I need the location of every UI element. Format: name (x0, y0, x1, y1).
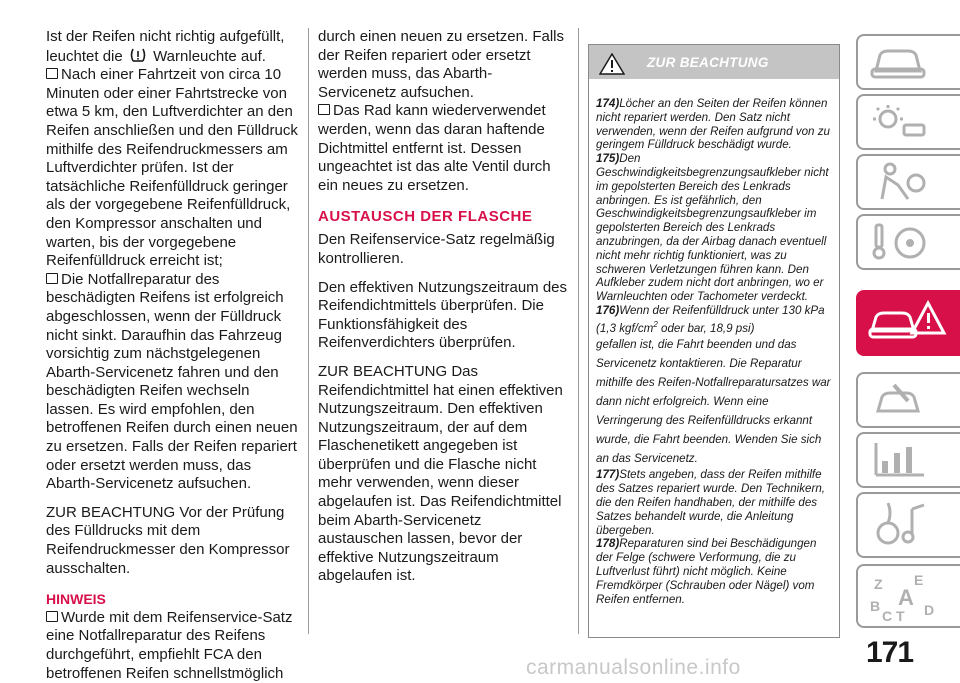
paragraph: Den Reifenservice-Satz regelmäßig kontrollieren. (318, 231, 555, 267)
warning-item: 174)Löcher an den Seiten der Reifen können nicht repariert werden. Den Satz nicht verwenden, wenn der Reifen aufgrund von zu geringem Fülldruck beschädigt wurde. (596, 97, 830, 152)
column-divider (308, 28, 309, 634)
chart-icon (868, 439, 932, 481)
watermark: carmanualsonline.info (526, 656, 741, 679)
tab-starting-driving[interactable] (856, 214, 960, 270)
paragraph: ZUR BEACHTUNG Das Reifendichtmittel hat einen effektiven Nutzungszeitraum. Den effektiven Nutzungszeitraum, der auf dem Flaschenetikett angegeben ist überprüfen und die Flasche nicht mehr verwenden, wenn dieser abgelaufen ist. Das Reifendichtmittel beim Abarth-Servicenetz austauschen lassen, bevor der effektive Nutzungszeitraum abgelaufen ist. (318, 362, 563, 585)
warning-box (588, 44, 840, 638)
page-number: 171 (866, 636, 914, 669)
index-letters-icon (868, 571, 948, 623)
column-divider (578, 28, 579, 634)
warning-triangle-icon (599, 53, 625, 75)
warning-box-body (589, 79, 839, 606)
paragraph: Das Rad kann wiederverwendet werden, wenn das daran haftende Dichtmittel entfernt ist. Dessen ungeachtet ist das alte Ventil durch ein neues zu ersetzen. (318, 102, 551, 194)
svg-text:A: A (898, 585, 914, 610)
car-dashboard-icon (868, 41, 932, 83)
key-steering-wheel-icon (868, 221, 932, 263)
warning-box-title: ZUR BEACHTUNG (647, 55, 769, 70)
bullet-icon (46, 273, 58, 284)
tire-pressure-warning-icon (129, 47, 147, 63)
bullet-icon (318, 104, 330, 115)
svg-text:T: T (896, 608, 905, 623)
paragraph: Die Notfallreparatur des beschädigten Reifens ist erfolgreich abgeschlossen, wenn der Fülldruck nicht sinkt. Daraufhin das Fahrzeug vorsichtig zum nächstgelegenen Abarth-Servicenetz fahren und den beschädigten Reifen wechseln lassen. Es wird empfohlen, den betroffenen Reifen durch einen neuen zu ersetzen. Falls der Reifen repariert oder ersetzt werden muss, das Abarth-Servicenetz aufsuchen. (46, 270, 298, 493)
svg-text:E: E (914, 572, 924, 588)
warning-lights-icon (868, 101, 932, 143)
svg-text:Z: Z (874, 576, 883, 592)
paragraph: Den effektiven Nutzungszeitraum des Reifendichtmittels überprüfen. Die Funktionsfähigkeit des Reifenverdichters überprüfen. (318, 278, 568, 352)
tab-technical-data[interactable] (856, 432, 960, 488)
warning-item: 177)Stets angeben, dass der Reifen mithilfe des Satzes repariert wurde. Den Technikern, die den Reifen handhaben, der mithilfe des Satzes behandelt wurde, die Anleitung übergeben. (596, 468, 825, 537)
left-column (46, 28, 298, 683)
paragraph: durch einen neuen zu ersetzen. Falls der Reifen repariert oder ersetzt werden muss, das Abarth-Servicenetz aufsuchen. (318, 28, 564, 101)
tab-index[interactable] (856, 564, 960, 628)
hinweis-heading: HINWEIS (46, 591, 106, 608)
warning-item: 175)Den Geschwindigkeitsbegrenzungsaufkleber nicht im gepolsterten Bereich des Lenkrads anbringen. Es ist gefährlich, den Geschwindigkeitsbegrenzungsaufkleber im gepolsterten Bereich des Lenkrads anzubringen, da der Airbag danach eventuell nicht mehr richtig funktioniert, was zu schweren Verletzungen führen kann. Den Aufkleber zudem nicht dort anbringen, wo er Warnleuchten oder Tachometer verdeckt. (596, 152, 829, 304)
wrench-car-icon (868, 379, 932, 421)
svg-text:B: B (870, 598, 881, 614)
tab-dashboard[interactable] (856, 34, 960, 90)
tab-emergency[interactable] (856, 290, 960, 356)
svg-text:C: C (882, 608, 893, 623)
paragraph: Ist der Reifen nicht richtig aufgefüllt, leuchtet die Warnleuchte auf. (46, 28, 285, 65)
section-heading: AUSTAUSCH DER FLASCHE (318, 208, 533, 226)
paragraph: Nach einer Fahrtzeit von circa 10 Minuten oder einer Fahrtstrecke von etwa 5 km, den Luftverdichter an den Reifen anschließen und den Fülldruck mithilfe des Reifendruckmessers am Luftverdichter prüfen. Ist der tatsächliche Reifenfülldruck geringer als der vorgegebene Reifenfülldruck, den Kompressor anschalten und warten, bis der vorgegebene Reifenfülldruck erreicht ist; (46, 66, 298, 270)
bullet-icon (46, 611, 58, 622)
svg-text:D: D (924, 602, 935, 618)
middle-column (318, 28, 570, 596)
warning-box-header (589, 45, 839, 79)
warning-item: 178)Reparaturen sind bei Beschädigungen der Felge (schwere Verformung, die zu Luftverlust führt) nicht möglich. Keine Fremdkörper (Schrauben oder Nägel) vom Reifen entfernen. (596, 537, 817, 606)
tab-safety[interactable] (856, 154, 960, 210)
media-icon (868, 499, 932, 551)
warning-item: 176)Wenn der Reifenfülldruck unter 130 kPa (1,3 kgf/$cm^2$ oder bar, 18,9 psi) gefallen ist, die Fahrt beenden und das Servicenetz kontaktieren. Die Reparatur mithilfe des Reifen-Notfallreparatursatzes war dann nicht erfolgreich. Wenn eine Verringerung des Reifenfülldrucks erkannt wurde, die Fahrt beenden. Wenden Sie sich an das Servicenetz. (596, 303, 831, 466)
tab-warning-lights[interactable] (856, 94, 960, 150)
paragraph: Wurde mit dem Reifenservice-Satz eine Notfallreparatur des Reifens durchgeführt, empfiehlt FCA den betroffenen Reifen schnellstmöglich (46, 608, 293, 682)
paragraph: ZUR BEACHTUNG Vor der Prüfung des Fülldrucks mit dem Reifendruckmesser den Kompressor ausschalten. (46, 503, 290, 577)
tab-multimedia[interactable] (856, 492, 960, 558)
bullet-icon (46, 68, 58, 79)
airbag-seat-icon (868, 161, 932, 203)
car-breakdown-icon (868, 297, 948, 349)
tab-maintenance[interactable] (856, 372, 960, 428)
